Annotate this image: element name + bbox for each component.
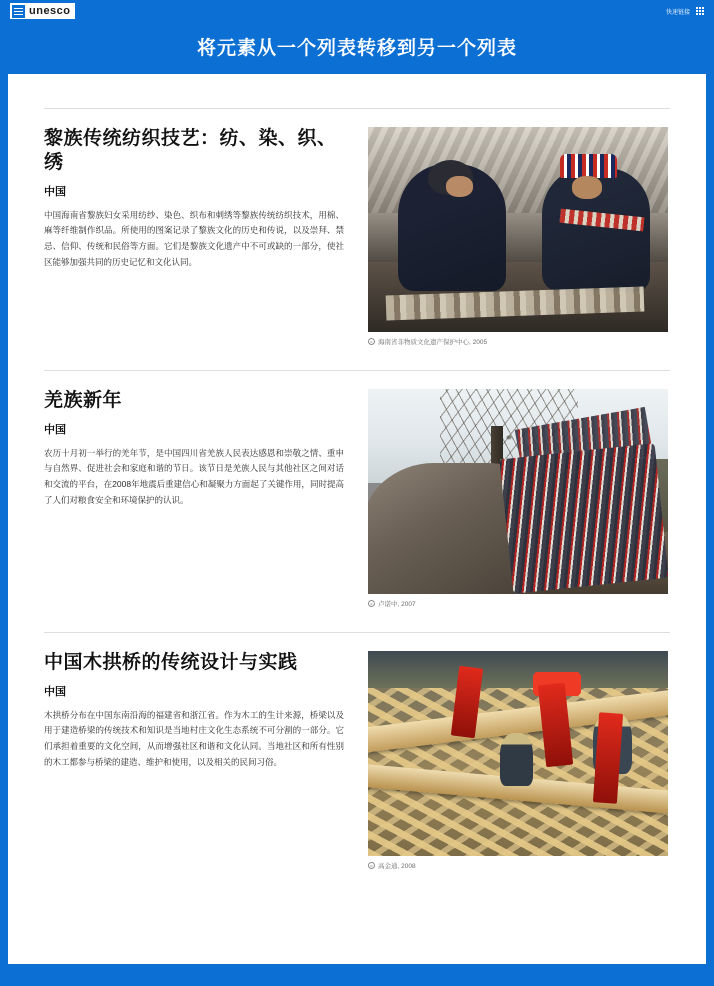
copyright-icon: c	[368, 862, 375, 869]
site-topbar	[0, 0, 714, 22]
list-item[interactable]	[44, 632, 670, 894]
photo-credit: 海南省非物质文化遗产保护中心, 2005	[378, 339, 488, 346]
list-item-media	[368, 127, 670, 346]
list-item-title[interactable]: 中国木拱桥的传统设计与实践	[44, 652, 298, 673]
app-grid-icon[interactable]	[696, 7, 704, 15]
list-item-description: 木拱桥分布在中国东南沿海的福建省和浙江省。作为木工的生计来源，桥梁以及用于建造桥梁的传统技术和知识是当地村庄文化生态系统不可分割的一部分。它们承担着重要的文化空间，从而增强社区和谐和文化认同。当地社区和所有性别的木工都参与桥梁的建造、维护和使用，以及相关的民间习俗。	[44, 709, 344, 767]
copyright-icon: c	[368, 600, 375, 607]
quick-links-label[interactable]: 快速链接	[665, 9, 690, 16]
page-title-band	[0, 22, 714, 70]
element-list	[8, 74, 706, 894]
list-item-description: 农历十月初一举行的羌年节，是中国四川省羌族人民表达感恩和崇敬之情、重申与自然界、促进社会和家庭和谐的节日。该节日是羌族人民与其他社区之间对话和交流的平台，在2008年地震后重建信心和凝聚力方面起了关键作用，同时提高了人们对粮食安全和环境保护的认识。	[44, 447, 344, 505]
list-item-country: 中国	[44, 423, 66, 436]
procession-photo[interactable]	[368, 389, 668, 594]
page-title: 将元素从一个列表转移到另一个列表	[196, 37, 517, 59]
footer-band	[0, 964, 714, 986]
list-item-text	[44, 651, 344, 870]
topbar-right-group	[666, 7, 704, 16]
list-item-text	[44, 127, 344, 346]
photo-caption	[368, 599, 670, 608]
list-item-title[interactable]: 羌族新年	[44, 390, 123, 411]
photo-credit: 卢诺中, 2007	[378, 601, 416, 608]
unesco-logo-icon	[12, 5, 25, 18]
list-item-description: 中国海南省黎族妇女采用纺纱、染色、织布和刺绣等黎族传统纺织技术，用棉、麻等纤维制作织品。所使用的图案记录了黎族文化的历史和传说，以及崇拜、禁忌、信仰、传统和民俗等方面。它们是黎族文化遗产中不可或缺的一部分，使社区能够加强共同的历史记忆和文化认同。	[44, 209, 344, 267]
unesco-logo-text: unesco	[29, 5, 71, 17]
content-sheet	[8, 74, 706, 964]
photo-credit: 高金通, 2008	[378, 863, 416, 870]
photo-caption	[368, 337, 670, 346]
list-item-media	[368, 389, 670, 608]
unesco-logo[interactable]	[10, 3, 75, 19]
list-item-media	[368, 651, 670, 870]
list-item[interactable]	[44, 370, 670, 632]
list-item-country: 中国	[44, 685, 66, 698]
list-item-text	[44, 389, 344, 608]
weavers-photo[interactable]	[368, 127, 668, 332]
wooden-arch-bridge-photo[interactable]	[368, 651, 668, 856]
copyright-icon: c	[368, 338, 375, 345]
list-item-title[interactable]: 黎族传统纺织技艺：纺、染、织、绣	[44, 128, 337, 173]
list-item[interactable]	[44, 108, 670, 370]
photo-caption	[368, 861, 670, 870]
list-item-country: 中国	[44, 185, 66, 198]
